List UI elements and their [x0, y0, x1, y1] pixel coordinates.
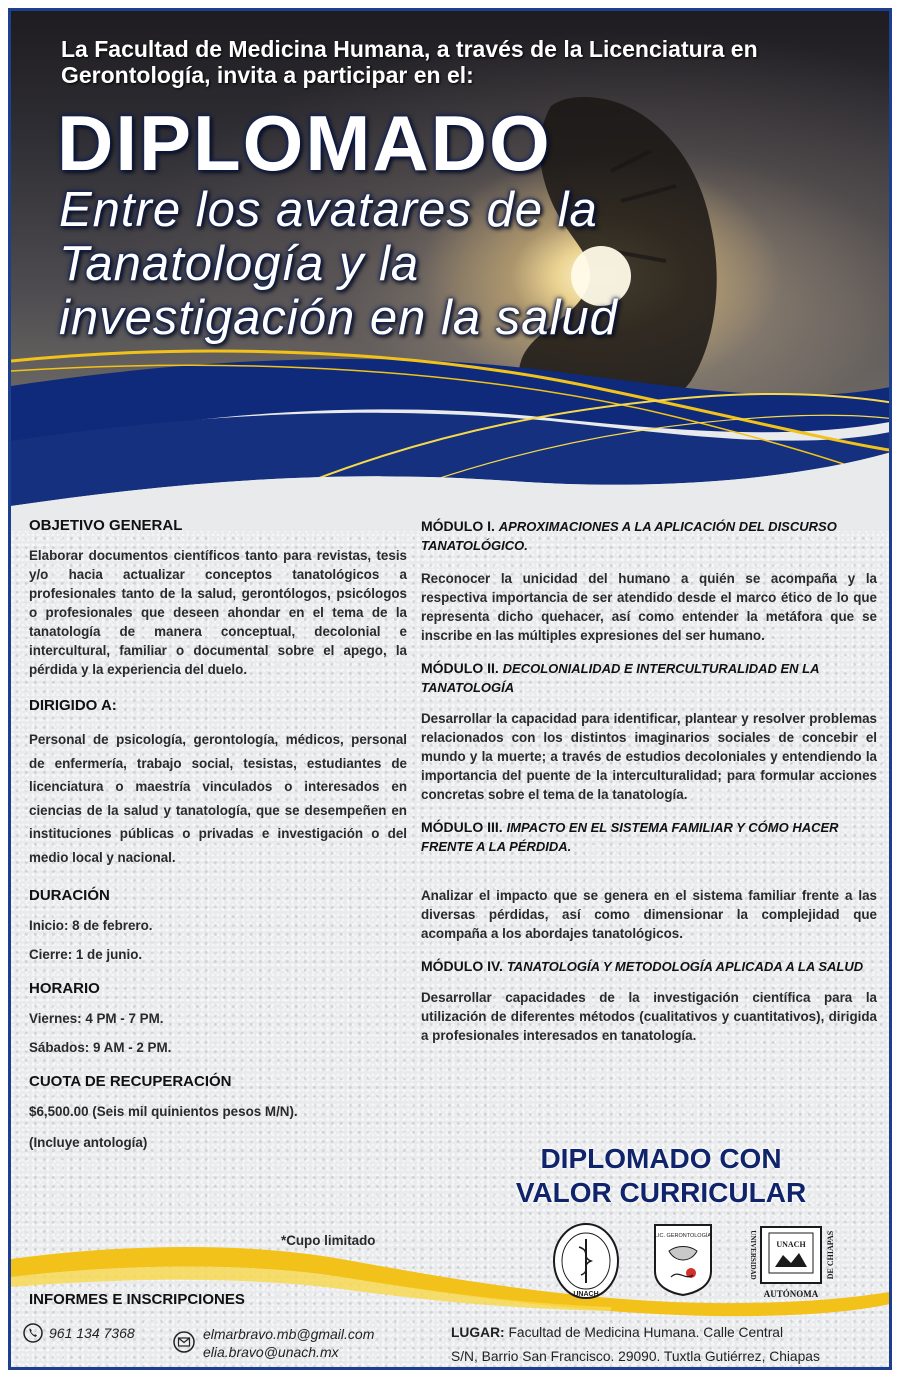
- unach-autonoma-logo: [737, 1221, 857, 1303]
- module-name: DECOLONIALIDAD E INTERCULTURALIDAD EN LA TANATOLOGÍA: [421, 661, 819, 695]
- objetivo-text: Elaborar documentos científicos tanto para revistas, tesis y/o hacia actualizar conceptos tanatológicos a profesionales tanto de la salud, gerontólogos, psicólogos o profesionales que deseen ahondar en el tema de la tanatología de manera conceptual, decolonial e intercultural, familiar o documental sobre el apego, la pérdida y la experiencia del duelo.: [29, 548, 407, 677]
- module-text: Desarrollar la capacidad para identificar, plantear y resolver problemas relacionados con los distintos imaginarios sociales de concebir el mundo y la muerte; a través de estudios decoloniales y entendiendo la importancia del puente de la interculturalidad; para formular acciones concretas sobre el tema de la tanatología.: [421, 711, 877, 802]
- subtitle-line: investigación en la salud: [59, 291, 618, 345]
- diplomado-title: DIPLOMADO: [57, 99, 552, 187]
- curricular-line: VALOR CURRICULAR: [515, 1177, 807, 1208]
- dirigido-title: DIRIGIDO A:: [29, 697, 117, 714]
- module-text: Reconocer la unicidad del humano a quién se acompaña y la respectiva importancia de ser atendido desde el marco ético de lo que representa dicho quehacer, así como entender la metáfora que se inscribe en las múltiples expresiones del ser humano.: [421, 571, 877, 643]
- medicina-seal-logo: [551, 1221, 621, 1303]
- horario-title: HORARIO: [29, 980, 100, 997]
- de-chiapas-text: DE CHIAPAS: [826, 1230, 835, 1280]
- gerontologia-logo-text: LIC. GERONTOLOGÍA: [654, 1233, 712, 1239]
- horario-sabados: Sábados: 9 AM - 2 PM.: [29, 1040, 172, 1055]
- email-link-2[interactable]: elia.bravo@unach.mx: [203, 1344, 339, 1360]
- module-name: APROXIMACIONES A LA APLICACIÓN DEL DISCURSO TANATOLÓGICO.: [421, 519, 837, 553]
- universidad-text: UNIVERSIDAD: [749, 1230, 757, 1280]
- lugar-line-1: [451, 1321, 891, 1345]
- subtitle-line: Tanatología y la: [59, 237, 420, 291]
- objetivo-title: OBJETIVO GENERAL: [29, 517, 183, 534]
- lugar-label: LUGAR:: [451, 1325, 505, 1340]
- duracion-cierre: Cierre: 1 de junio.: [29, 947, 143, 962]
- phone-number[interactable]: 961 134 7368: [49, 1325, 135, 1341]
- unach-logo-text: UNACH: [573, 1291, 599, 1298]
- phone-icon: [23, 1323, 43, 1343]
- dirigido-text: Personal de psicología, gerontología, médicos, personal de enfermería, trabajo social, tesistas, estudiantes de licenciatura o maestría vinculados o interesados en ciencias de la salud y tanatología, que se desempeñen en instituciones públicas o privadas e investigación o del medio local y nacional.: [29, 732, 407, 865]
- gerontologia-logo: [651, 1221, 715, 1297]
- poster: [8, 8, 892, 1370]
- module-text: Desarrollar capacidades de la investigación científica para la utilización de diferentes métodos (cualitativos y cuantitativos), dirigida a profesionales interesados en tanatología.: [421, 990, 877, 1043]
- lugar-text-2: S/N, Barrio San Francisco. 29090. Tuxtla Gutiérrez, Chiapas: [451, 1349, 820, 1364]
- autonoma-text: AUTÓNOMA: [763, 1289, 819, 1299]
- unach-monogram: UNACH: [776, 1240, 806, 1249]
- module-name: TANATOLOGÍA Y METODOLOGÍA APLICADA A LA SALUD: [506, 959, 864, 974]
- module-label: MÓDULO I.: [421, 518, 495, 534]
- duracion-inicio: Inicio: 8 de febrero.: [29, 918, 153, 933]
- module-label: MÓDULO IV.: [421, 958, 503, 974]
- email-contact: [173, 1325, 374, 1361]
- curricular-line: DIPLOMADO CON: [540, 1143, 782, 1174]
- email-icon: [173, 1331, 195, 1353]
- lugar-address: [451, 1321, 891, 1369]
- module-text: Analizar el impacto que se genera en el sistema familiar frente a las diversas pérdidas, así como dimensionar la complejidad que acompaña a los abordajes tanatológicos.: [421, 888, 877, 941]
- informes-title: INFORMES E INSCRIPCIONES: [29, 1291, 245, 1308]
- cuota-title: CUOTA DE RECUPERACIÓN: [29, 1073, 232, 1090]
- horario-viernes: Viernes: 4 PM - 7 PM.: [29, 1011, 164, 1026]
- module-name: IMPACTO EN EL SISTEMA FAMILIAR Y CÓMO HACER FRENTE A LA PÉRDIDA.: [421, 820, 839, 854]
- cupo-limitado: *Cupo limitado: [281, 1233, 376, 1248]
- email-link-1[interactable]: elmarbravo.mb@gmail.com: [203, 1326, 375, 1342]
- duracion-title: DURACIÓN: [29, 887, 110, 904]
- subtitle-line: Entre los avatares de la: [59, 183, 598, 237]
- lugar-text-1: Facultad de Medicina Humana. Calle Central: [504, 1325, 784, 1340]
- cuota-amount: $6,500.00 (Seis mil quinientos pesos M/N).: [29, 1104, 298, 1119]
- module-label: MÓDULO II.: [421, 660, 499, 676]
- phone-contact[interactable]: [23, 1323, 135, 1343]
- email-list: [203, 1325, 374, 1361]
- intro-text: La Facultad de Medicina Humana, a través de la Licenciatura en Gerontología, invita a participar en el:: [61, 36, 758, 88]
- cuota-note: (Incluye antología): [29, 1135, 148, 1150]
- footer-wave-decoration: [11, 11, 892, 1370]
- module-label: MÓDULO III.: [421, 819, 503, 835]
